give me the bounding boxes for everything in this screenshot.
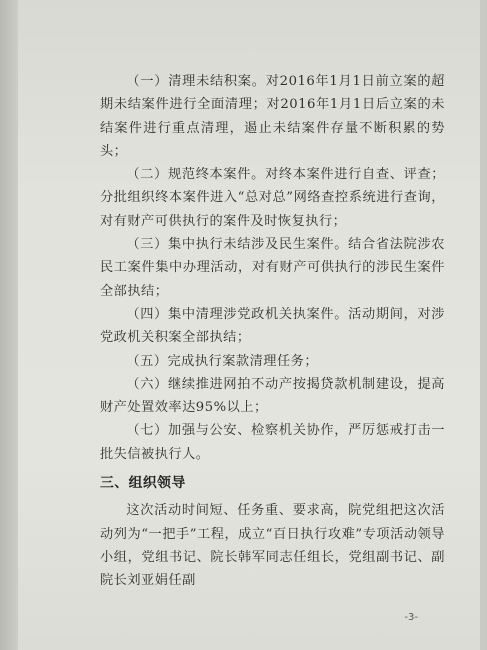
paragraph-7: （七）加强与公安、检察机关协作，严厉惩戒打击一批失信被执行人。 — [100, 423, 445, 462]
paragraph-2: （二）规范终本案件。对终本案件进行自查、评查；分批组织终本案件进入“总对总”网络查控系统进行查询，对有财产可供执行的案件及时恢复执行； — [100, 167, 445, 229]
closing-paragraph: 这次活动时间短、任务重、要求高，院党组把这次活动列为“一把手”工程，成立“百日执行攻难”专项活动领导小组，党组书记、院长韩军同志任组长，党组副书记、副院长刘亚娟任副 — [100, 503, 445, 589]
paragraph-6: （六）继续推进网拍不动产按揭贷款机制建设，提高财产处置效率达95%以上； — [100, 376, 445, 416]
section-heading: 三、组织领导 — [100, 475, 186, 492]
paragraph-4: （四）集中清理涉党政机关执案件。活动期间，对涉党政机关积案全部执结； — [100, 306, 445, 346]
document-body — [100, 70, 445, 593]
paragraph-3: （三）集中执行未结涉及民生案件。结合省法院涉农民工案件集中办理活动，对有财产可供执行的涉民生案件全部执结； — [100, 237, 445, 299]
page-number: -3- — [404, 612, 418, 623]
document-page — [18, 0, 480, 650]
paragraph-1: （一）清理未结积案。对2016年1月1日前立案的超期未结案件进行全面清理；对2016年1月1日后立案的未结案件进行重点清理，遏止未结案件存量不断积累的势头； — [100, 74, 445, 159]
paragraph-5: （五）完成执行案款清理任务； — [126, 353, 319, 369]
